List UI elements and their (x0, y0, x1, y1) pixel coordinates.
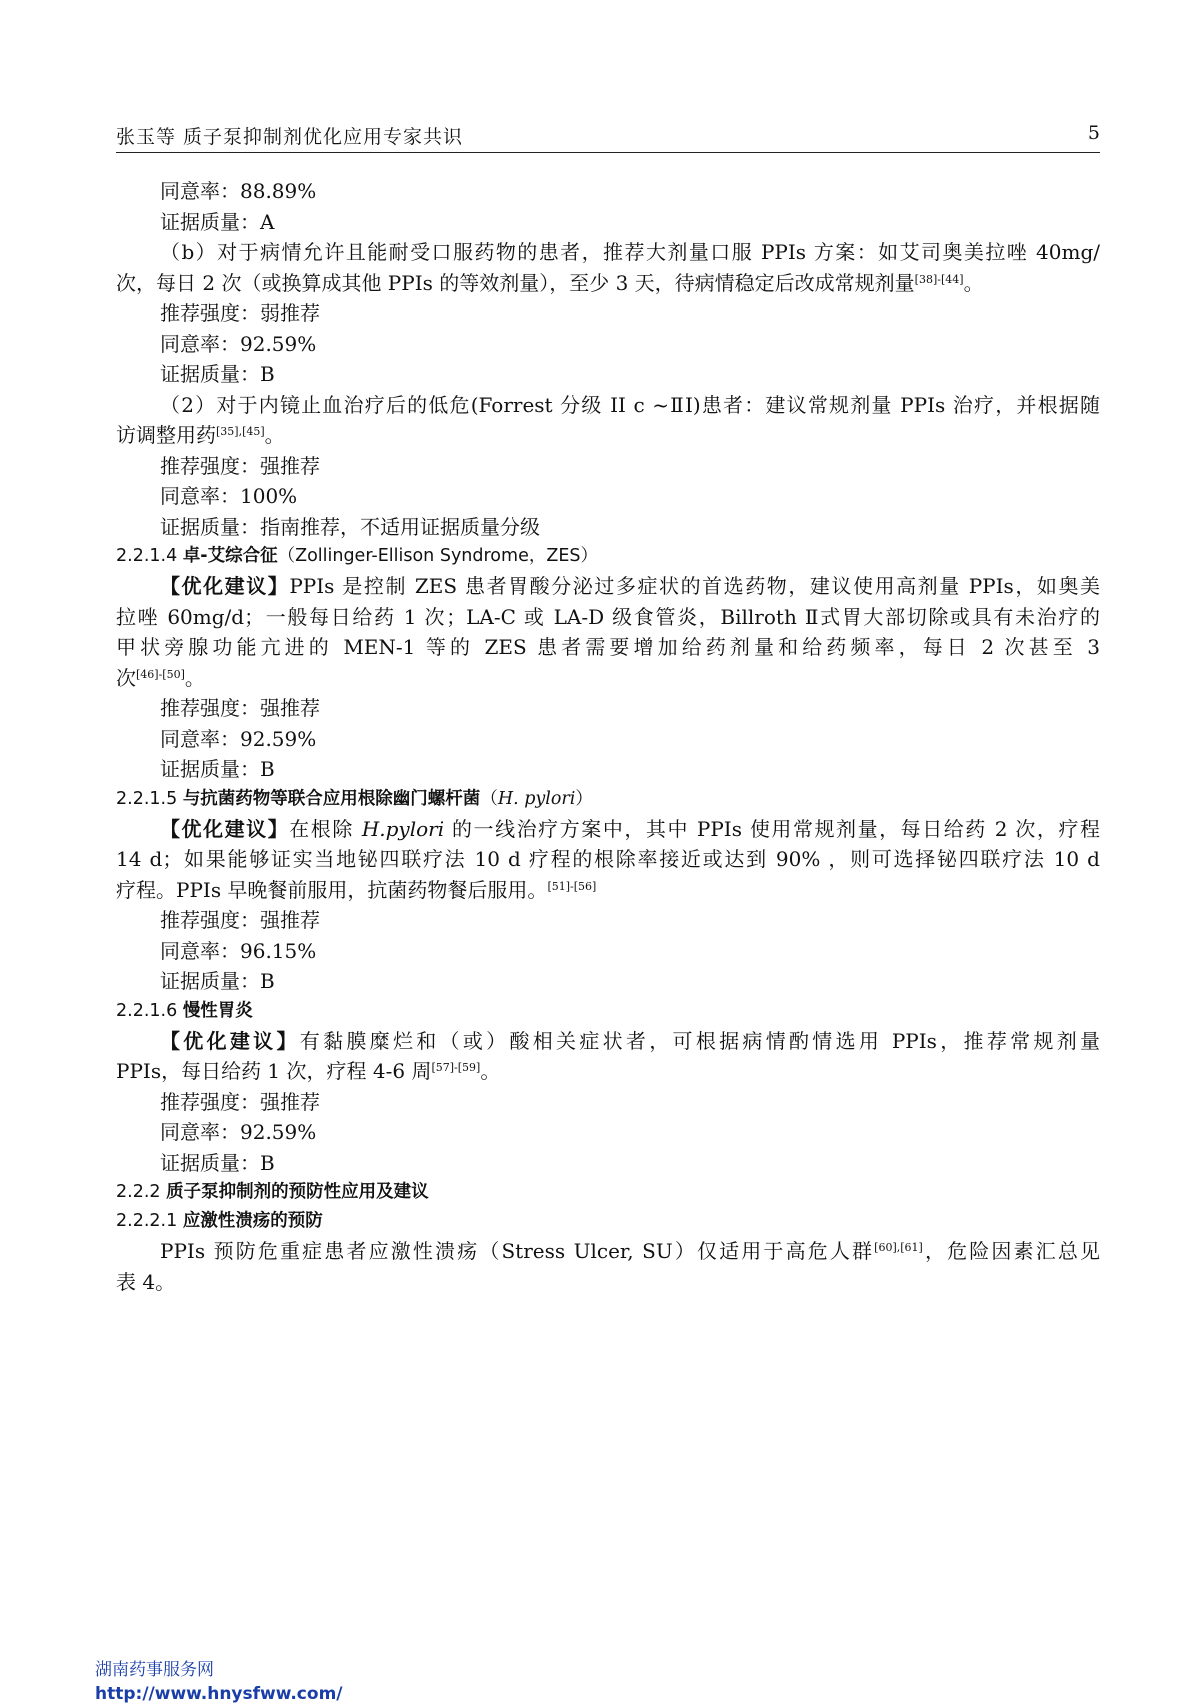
recommendation-tag: 【优化建议】 (160, 574, 290, 598)
running-header (116, 118, 1100, 153)
evidence-quality: 证据质量：B (160, 757, 275, 781)
recommendation-strength: 推荐强度：强推荐 (160, 696, 320, 720)
recommendation-tag: 【优化建议】 (160, 1028, 300, 1053)
page-number: 5 (1087, 122, 1100, 144)
paragraph-line: 疗程。PPIs 早晚餐前服用，抗菌药物餐后服用。[51]-[56] (116, 877, 597, 902)
citation: [38]-[44] (914, 272, 964, 286)
agreement-rate: 同意率：92.59% (160, 726, 317, 751)
recommendation-strength: 推荐强度：弱推荐 (160, 301, 320, 325)
paragraph-line: PPIs，每日给药 1 次，疗程 4-6 周[57]-[59]。 (116, 1059, 501, 1083)
paragraph-line: （b）对于病情允许且能耐受口服药物的患者，推荐大剂量口服 PPIs 方案：如艾司奥美拉唑 40mg/ (160, 240, 1100, 264)
site-name: 湖南药事服务网 (95, 1660, 214, 1680)
paragraph-line: 次，每日 2 次（或换算成其他 PPIs 的等效剂量），至少 3 天，待病情稳定后改成常规剂量[38]-[44]。 (116, 270, 984, 295)
section-heading: 2.2.2.1 应激性溃疡的预防 (116, 1211, 323, 1231)
recommendation-strength: 推荐强度：强推荐 (160, 908, 320, 932)
section-heading: 2.2.1.5 与抗菌药物等联合应用根除幽门螺杆菌（H. pylori） (116, 788, 593, 809)
paragraph-line: 【优化建议】在根除 H.pylori 的一线治疗方案中，其中 PPIs 使用常规剂量，每日给药 2 次，疗程 (160, 816, 1101, 841)
paragraph-line: （2）对于内镜止血治疗后的低危(Forrest 分级 II c ~ⅡI)患者：建议常规剂量 PPIs 治疗，并根据随 (160, 392, 1100, 417)
citation: [60],[61] (874, 1241, 923, 1254)
evidence-quality: 证据质量：指南推荐，不适用证据质量分级 (160, 514, 540, 539)
agreement-rate: 同意率：88.89% (160, 179, 317, 203)
paragraph-line: PPIs 预防危重症患者应激性溃疡（Stress Ulcer, SU）仅适用于高危人群[60],[61]，危险因素汇总见 (160, 1239, 1100, 1263)
agreement-rate: 同意率：92.59% (160, 331, 317, 356)
citation: [35],[45] (216, 425, 265, 438)
evidence-quality: 证据质量：B (160, 362, 275, 386)
evidence-quality: 证据质量：A (160, 209, 275, 234)
paragraph-line: 次[46]-[50]。 (116, 665, 205, 690)
evidence-quality: 证据质量：B (160, 969, 275, 993)
recommendation-strength: 推荐强度：强推荐 (160, 453, 320, 478)
agreement-rate: 同意率：100% (160, 484, 298, 508)
evidence-quality: 证据质量：B (160, 1150, 275, 1175)
paragraph-line: 访调整用药[35],[45]。 (116, 423, 285, 447)
section-heading: 2.2.2 质子泵抑制剂的预防性应用及建议 (116, 1182, 429, 1202)
paragraph-line: 【优化建议】PPIs 是控制 ZES 患者胃酸分泌过多症状的首选药物，建议使用高剂量 PPIs，如奥美 (160, 574, 1100, 598)
paragraph-line: 甲状旁腺功能亢进的 MEN-1 等的 ZES 患者需要增加给药剂量和给药频率，每日 2 次甚至 3 (116, 635, 1100, 659)
paragraph-line: 【优化建议】有黏膜糜烂和（或）酸相关症状者，可根据病情酌情选用 PPIs，推荐常规剂量 (160, 1028, 1100, 1053)
paragraph-line: 拉唑 60mg/d；一般每日给药 1 次；LA-C 或 LA-D 级食管炎，Billroth Ⅱ式胃大部切除或具有未治疗的 (116, 604, 1100, 629)
paragraph-line: 表 4。 (116, 1269, 176, 1294)
site-url-link[interactable]: http://www.hnysfww.com/ (95, 1684, 343, 1704)
page-body (116, 176, 1100, 1297)
recommendation-strength: 推荐强度：强推荐 (160, 1089, 320, 1114)
citation: [57]-[59] (431, 1061, 481, 1074)
section-heading: 2.2.1.4 卓-艾综合征（Zollinger-Ellison Syndrome，ZES） (116, 546, 598, 566)
agreement-rate: 同意率：92.59% (160, 1120, 317, 1144)
citation: [46]-[50] (136, 667, 185, 681)
running-title: 张玉等 质子泵抑制剂优化应用专家共识 (116, 126, 464, 148)
section-heading: 2.2.1.6 慢性胃炎 (116, 1000, 253, 1021)
agreement-rate: 同意率：96.15% (160, 938, 317, 963)
footer-watermark (95, 1658, 343, 1706)
citation: [51]-[56] (547, 879, 597, 893)
paragraph-line: 14 d；如果能够证实当地铋四联疗法 10 d 疗程的根除率接近或达到 90% ，则可选择铋四联疗法 10 d (116, 847, 1100, 871)
recommendation-tag: 【优化建议】 (160, 816, 290, 841)
